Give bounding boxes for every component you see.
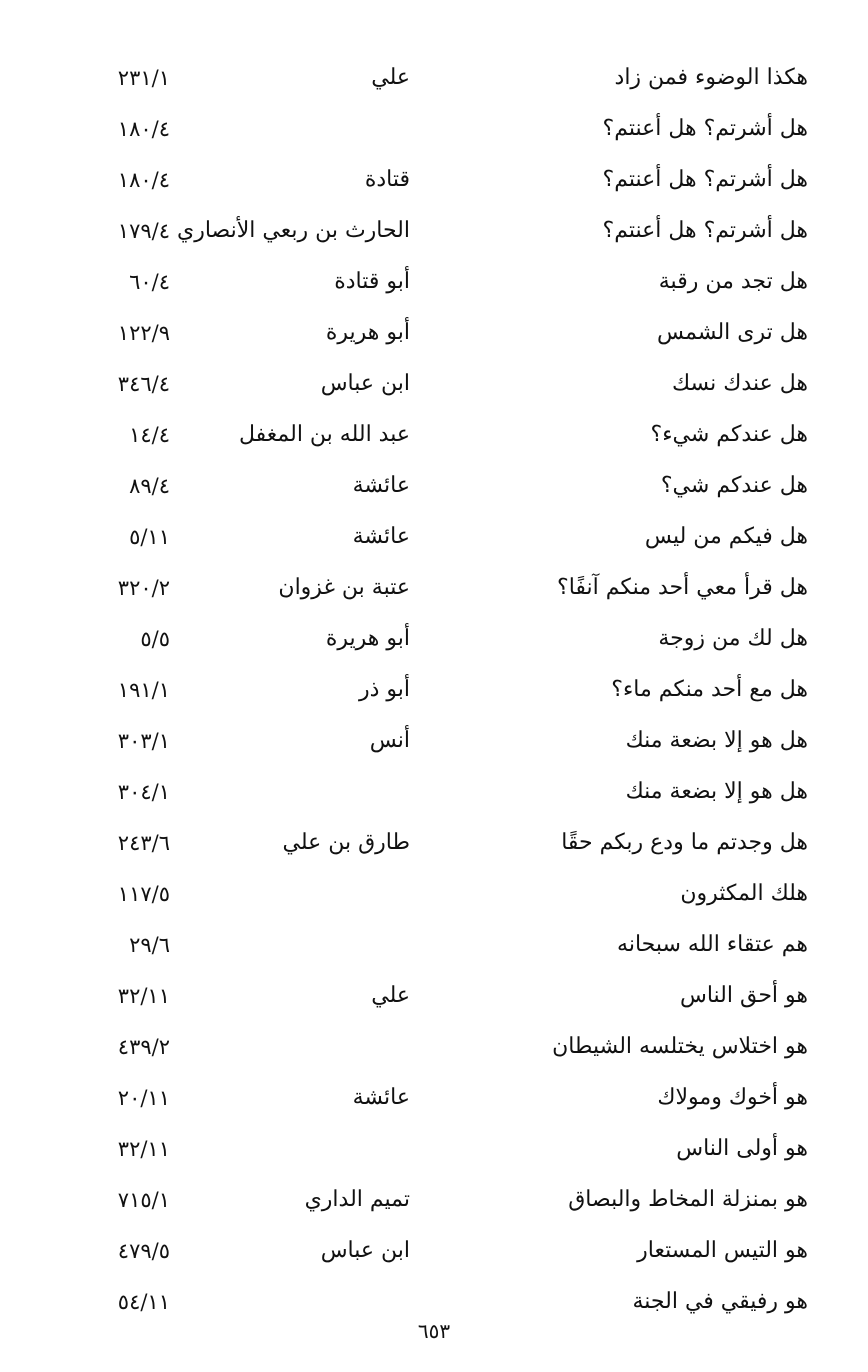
narrator-name: عائشة — [352, 524, 410, 549]
narrator-name: عبد الله بن المغفل — [239, 422, 410, 447]
table-row — [0, 259, 868, 310]
volume-page-ref: ٢٩/٦ — [129, 933, 170, 957]
table-row — [0, 565, 868, 616]
hadith-text: هم عتقاء الله سبحانه — [617, 932, 808, 957]
volume-page-ref: ٢٤٣/٦ — [117, 831, 170, 855]
volume-page-ref: ١٨٠/٤ — [117, 168, 170, 192]
hadith-text: هل أشرتم؟ هل أعنتم؟ — [602, 218, 808, 243]
volume-page-ref: ٥/١١ — [129, 525, 170, 549]
table-row — [0, 922, 868, 973]
narrator-name: عائشة — [352, 1085, 410, 1110]
volume-page-ref: ٨٩/٤ — [129, 474, 170, 498]
narrator-name: أبو قتادة — [334, 269, 410, 294]
table-row — [0, 310, 868, 361]
narrator-name: أبو هريرة — [325, 626, 410, 651]
hadith-text: هل قرأ معي أحد منكم آنفًا؟ — [557, 575, 808, 600]
hadith-text: هو بمنزلة المخاط والبصاق — [568, 1187, 808, 1212]
volume-page-ref: ٣٢٠/٢ — [117, 576, 170, 600]
table-row — [0, 1075, 868, 1126]
volume-page-ref: ٥/٥ — [140, 627, 170, 651]
hadith-text: هكذا الوضوء فمن زاد — [614, 65, 808, 90]
hadith-text: هو أولى الناس — [676, 1136, 808, 1161]
table-row — [0, 616, 868, 667]
hadith-text: هل فيكم من ليس — [644, 524, 808, 549]
hadith-text: هو اختلاس يختلسه الشيطان — [552, 1034, 808, 1059]
table-row — [0, 820, 868, 871]
volume-page-ref: ٥٤/١١ — [117, 1290, 170, 1314]
hadith-text: هلك المكثرون — [680, 881, 808, 906]
page-number: ٦٥٣ — [417, 1319, 451, 1343]
table-row — [0, 973, 868, 1024]
hadith-text: هل عندكم شيء؟ — [650, 422, 808, 447]
table-row — [0, 361, 868, 412]
table-row — [0, 412, 868, 463]
volume-page-ref: ١٨٠/٤ — [117, 117, 170, 141]
volume-page-ref: ١٤/٤ — [129, 423, 170, 447]
volume-page-ref: ٣٤٦/٤ — [117, 372, 170, 396]
table-row — [0, 208, 868, 259]
table-row — [0, 667, 868, 718]
table-row — [0, 1177, 868, 1228]
volume-page-ref: ٢٠/١١ — [117, 1086, 170, 1110]
volume-page-ref: ١٧٩/٤ — [117, 219, 170, 243]
table-row — [0, 463, 868, 514]
hadith-text: هل وجدتم ما ودع ربكم حقًا — [561, 830, 808, 855]
table-row — [0, 514, 868, 565]
volume-page-ref: ٣٠٣/١ — [117, 729, 170, 753]
table-row — [0, 1024, 868, 1075]
hadith-text: هل أشرتم؟ هل أعنتم؟ — [602, 167, 808, 192]
hadith-text: هو رفيقي في الجنة — [632, 1289, 808, 1314]
table-row — [0, 1126, 868, 1177]
narrator-name: طارق بن علي — [282, 830, 410, 855]
hadith-text: هل عندكم شي؟ — [660, 473, 808, 498]
narrator-name: علي — [371, 65, 410, 90]
volume-page-ref: ٦٠/٤ — [129, 270, 170, 294]
table-row — [0, 157, 868, 208]
table-row — [0, 55, 868, 106]
narrator-name: أبو هريرة — [325, 320, 410, 345]
table-row — [0, 1228, 868, 1279]
narrator-name: ابن عباس — [320, 1238, 410, 1263]
volume-page-ref: ٤٧٩/٥ — [117, 1239, 170, 1263]
hadith-text: هل تجد من رقبة — [658, 269, 808, 294]
volume-page-ref: ٢٣١/١ — [117, 66, 170, 90]
hadith-text: هل هو إلا بضعة منك — [625, 728, 808, 753]
volume-page-ref: ٤٣٩/٢ — [117, 1035, 170, 1059]
table-row — [0, 106, 868, 157]
volume-page-ref: ٣٢/١١ — [117, 1137, 170, 1161]
hadith-text: هل لك من زوجة — [658, 626, 808, 651]
narrator-name: أنس — [369, 728, 410, 753]
narrator-name: علي — [371, 983, 410, 1008]
volume-page-ref: ١٢٢/٩ — [117, 321, 170, 345]
narrator-name: قتادة — [364, 167, 410, 192]
hadith-text: هو أحق الناس — [679, 983, 808, 1008]
table-row — [0, 769, 868, 820]
narrator-name: عتبة بن غزوان — [278, 575, 410, 600]
table-row — [0, 718, 868, 769]
table-row — [0, 871, 868, 922]
volume-page-ref: ١١٧/٥ — [117, 882, 170, 906]
narrator-name: أبو ذر — [358, 677, 410, 702]
hadith-index-table — [0, 55, 868, 1330]
hadith-text: هو أخوك ومولاك — [657, 1085, 808, 1110]
narrator-name: تميم الداري — [304, 1187, 410, 1212]
narrator-name: ابن عباس — [320, 371, 410, 396]
hadith-text: هل أشرتم؟ هل أعنتم؟ — [602, 116, 808, 141]
narrator-name: الحارث بن ربعي الأنصاري — [176, 218, 410, 243]
volume-page-ref: ١٩١/١ — [117, 678, 170, 702]
hadith-text: هل مع أحد منكم ماء؟ — [611, 677, 808, 702]
hadith-text: هو التيس المستعار — [637, 1238, 808, 1263]
hadith-text: هل ترى الشمس — [657, 320, 808, 345]
volume-page-ref: ٣٢/١١ — [117, 984, 170, 1008]
hadith-text: هل هو إلا بضعة منك — [625, 779, 808, 804]
volume-page-ref: ٣٠٤/١ — [117, 780, 170, 804]
hadith-text: هل عندك نسك — [672, 371, 808, 396]
narrator-name: عائشة — [352, 473, 410, 498]
volume-page-ref: ٧١٥/١ — [117, 1188, 170, 1212]
